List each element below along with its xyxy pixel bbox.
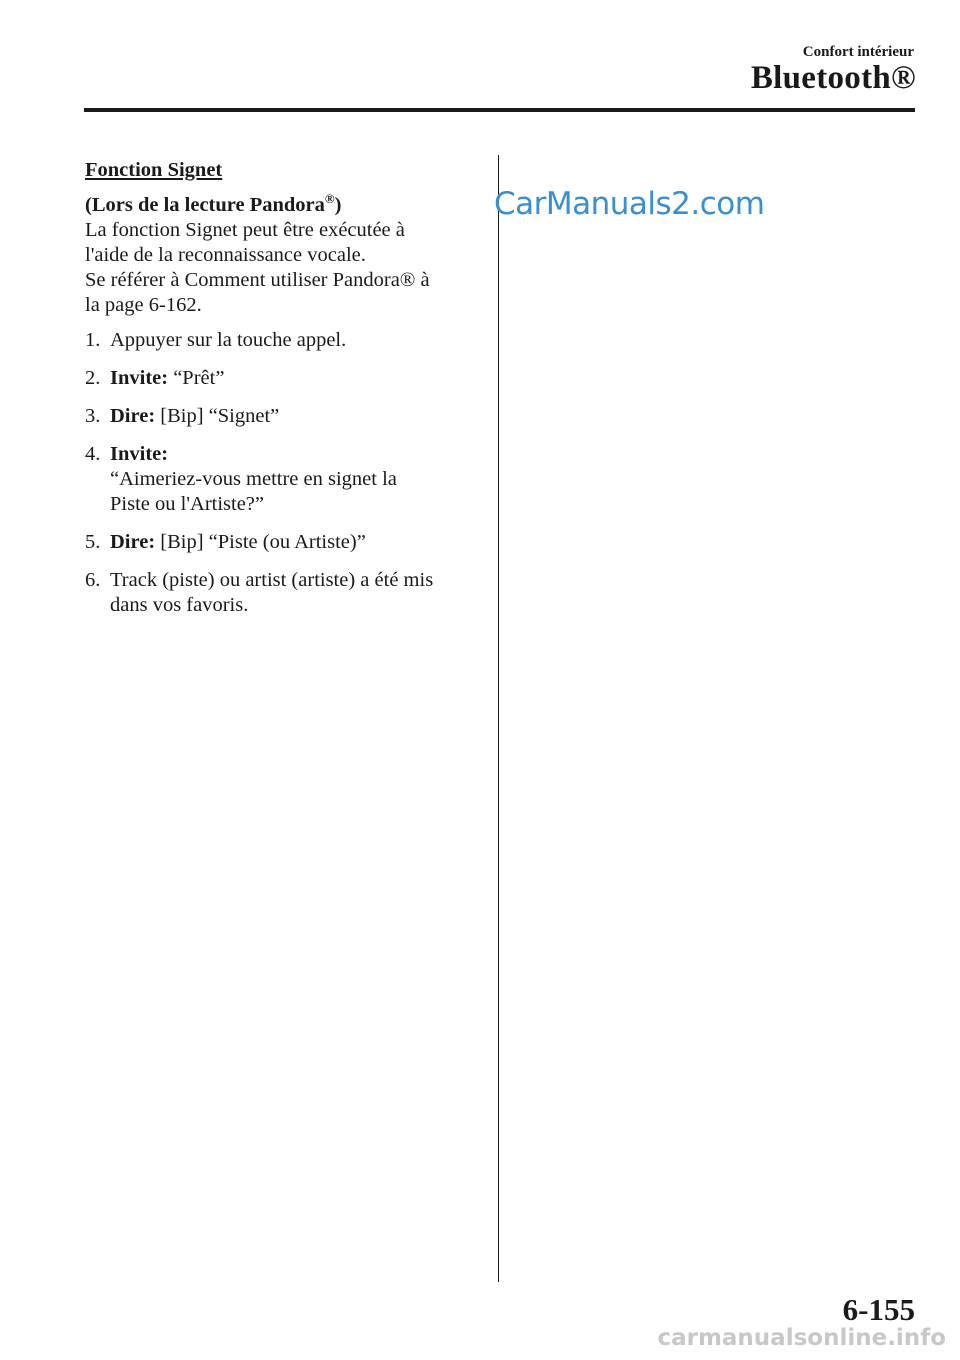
step-number: 3. [85,405,101,427]
header-section-label: Confort intérieur [802,44,914,60]
step-2 [85,366,480,391]
watermark-top: CarManuals2.com [494,186,765,222]
step-text-cont: Piste ou l'Artiste?” [110,493,265,515]
step-number: 6. [85,569,101,591]
header-rule [84,108,915,112]
step-number: 4. [85,443,101,465]
step-text: [Bip] “Signet” [155,405,280,427]
subheading [85,193,480,218]
step-text: “Aimeriez-vous mettre en signet la [110,468,397,490]
step-body [110,530,480,555]
intro-line-2: l'aide de la reconnaissance vocale. [85,244,366,266]
step-1 [85,328,480,353]
step-number: 5. [85,531,101,553]
step-label: Invite: [110,443,169,465]
step-text: Appuyer sur la touche appel. [110,329,347,351]
content-column [85,158,480,631]
subheading-end: ) [334,194,342,216]
step-number: 1. [85,329,101,351]
intro-line-4: la page 6-162. [85,294,202,316]
step-list [85,328,480,618]
step-body [110,366,480,391]
step-body [110,328,480,353]
step-number: 2. [85,367,101,389]
intro-line-1: La fonction Signet peut être exécutée à [85,219,405,241]
step-text: Track (piste) ou artist (artiste) a été mis [110,569,434,591]
step-label: Dire: [110,405,156,427]
step-body [110,442,480,517]
step-text-cont: dans vos favoris. [110,594,249,616]
registered-mark: ® [324,191,335,207]
step-text: [Bip] “Piste (ou Artiste)” [155,531,366,553]
step-4 [85,442,480,517]
watermark-bottom: carmanualsonline.info [657,1325,946,1351]
step-3 [85,404,480,429]
section-title: Fonction Signet [85,159,223,181]
step-text: “Prêt” [168,367,225,389]
step-label: Invite: [110,367,169,389]
step-5 [85,530,480,555]
step-label: Dire: [110,531,156,553]
subheading-text: (Lors de la lecture Pandora [85,194,325,216]
step-6 [85,568,480,618]
column-divider [498,155,499,1282]
header-title: Bluetooth® [750,60,916,96]
page-number: 6-155 [842,1292,915,1327]
step-body [110,404,480,429]
step-body [110,568,480,618]
intro-line-3: Se référer à Comment utiliser Pandora® à [85,269,430,291]
